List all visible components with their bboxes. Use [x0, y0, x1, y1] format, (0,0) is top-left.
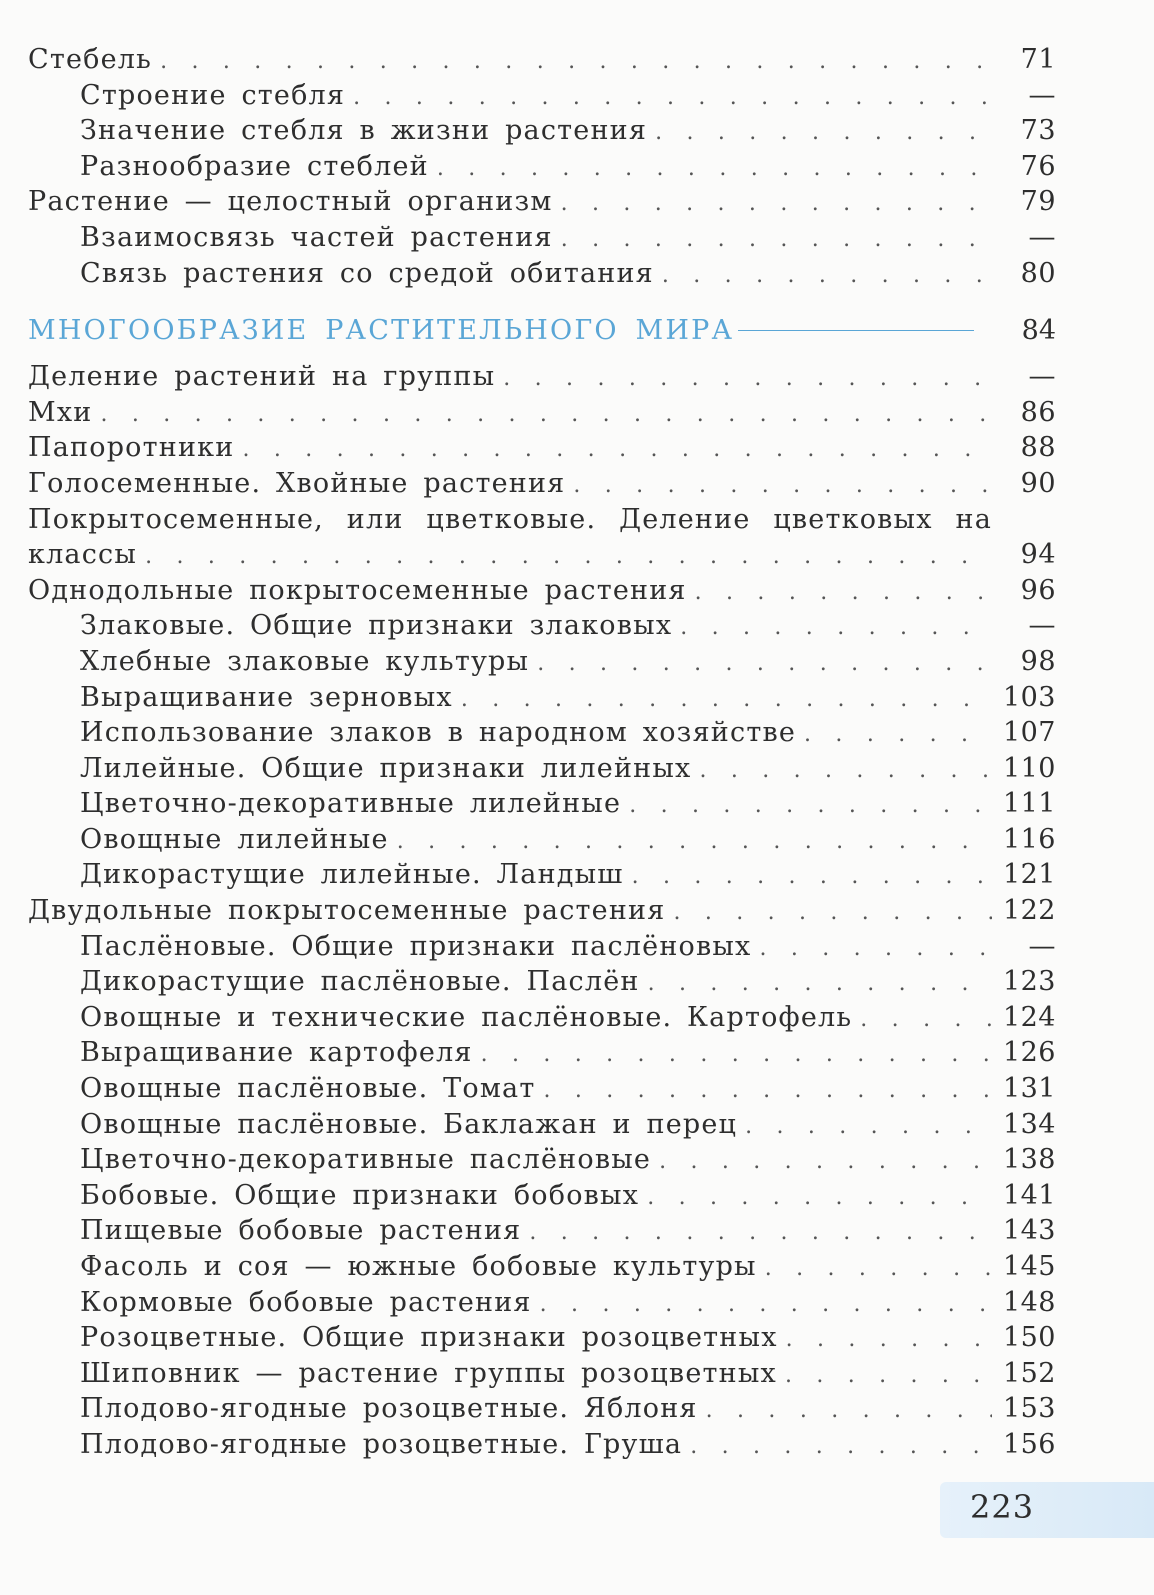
dot-leader	[745, 1109, 992, 1143]
toc-subentry	[28, 1391, 1056, 1427]
toc-subentry	[28, 608, 1056, 644]
toc-subentry	[28, 680, 1056, 716]
toc-entry-page: 96	[1020, 574, 1056, 606]
toc-entry-title: классы	[28, 539, 138, 571]
toc-entry-title: Плодово-ягодные розоцветные. Груша	[80, 1428, 683, 1460]
toc-entry-page: 131	[1002, 1073, 1056, 1105]
toc-subentry	[28, 929, 1056, 965]
dot-leader	[655, 115, 992, 149]
toc-group-stem-and-organism	[28, 42, 1056, 291]
dot-leader	[353, 80, 992, 114]
toc-entry-page: 110	[1002, 752, 1056, 784]
dot-leader	[786, 1322, 992, 1356]
toc-subentry	[28, 1107, 1056, 1143]
dot-leader	[573, 468, 992, 502]
toc-entry-page: 138	[1002, 1144, 1056, 1176]
toc-entry-title: Взаимосвязь частей растения	[80, 221, 553, 253]
toc-entry	[28, 395, 1056, 431]
toc-entry-page: —	[1028, 79, 1056, 111]
dot-leader	[680, 610, 992, 644]
toc-entry-title: Значение стебля в жизни растения	[80, 115, 648, 147]
dot-leader	[529, 1215, 992, 1249]
toc-entry-page: 98	[1020, 645, 1056, 677]
toc-subentry	[28, 1035, 1056, 1071]
toc-entry-title: Плодово-ягодные розоцветные. Яблоня	[80, 1393, 698, 1425]
dot-leader	[503, 361, 992, 395]
toc-entry-title: Покрытосеменные, или цветковые. Деление цветковых на	[28, 503, 992, 535]
dot-leader	[706, 1393, 992, 1427]
toc-entry-page: 145	[1002, 1251, 1056, 1282]
toc-subentry	[28, 1249, 1056, 1285]
toc-entry-title: Овощные и технические паслёновые. Картофель	[80, 1001, 853, 1033]
toc-entry-title: Выращивание картофеля	[80, 1037, 473, 1069]
toc-subentry	[28, 1356, 1056, 1392]
toc-entry-title: Разнообразие стеблей	[80, 150, 429, 182]
toc-entry-title: Связь растения со средой обитания	[80, 257, 654, 289]
toc-subentry	[28, 1213, 1056, 1249]
dot-leader	[561, 186, 992, 220]
toc-subentry	[28, 715, 1056, 751]
toc-entry	[28, 430, 1056, 466]
toc-entry-title: Лилейные. Общие признаки лилейных	[80, 752, 692, 784]
toc-entry	[28, 184, 1056, 220]
toc-entry-page: 111	[1002, 788, 1056, 820]
toc-entry-title: Паслёновые. Общие признаки паслёновых	[80, 930, 752, 962]
dot-leader	[765, 1251, 992, 1285]
toc-entry-page: 121	[1002, 859, 1056, 891]
dot-leader	[145, 539, 992, 573]
toc-entry-title: Шиповник — растение группы розоцветных	[80, 1357, 777, 1389]
toc-entry	[28, 573, 1056, 609]
dot-leader	[632, 859, 992, 893]
toc-entry-title: Строение стебля	[80, 79, 346, 111]
dot-leader	[690, 1429, 992, 1463]
toc-subentry	[28, 822, 1056, 858]
toc-subentry	[28, 256, 1056, 292]
section-title: МНОГООБРАЗИЕ РАСТИТЕЛЬНОГО МИРА	[28, 315, 735, 347]
page-number: 223	[970, 1488, 1035, 1526]
toc-entry-title: Овощные паслёновые. Томат	[80, 1073, 536, 1105]
toc-subentry	[28, 1071, 1056, 1107]
dot-leader	[461, 682, 992, 716]
toc-entry	[28, 502, 1056, 538]
toc-entry-title: Использование злаков в народном хозяйстве	[80, 717, 797, 749]
dot-leader	[561, 222, 992, 256]
toc-entry-title: Деление растений на группы	[28, 361, 496, 393]
toc-subentry	[28, 1285, 1056, 1321]
toc-entry-title: Фасоль и соя — южные бобовые культуры	[80, 1251, 757, 1282]
toc-entry	[28, 359, 1056, 395]
toc-entry-page: —	[1028, 610, 1056, 642]
dot-leader	[100, 397, 992, 431]
toc-subentry	[28, 644, 1056, 680]
toc-entry-title: Дикорастущие лилейные. Ландыш	[80, 859, 624, 891]
page-number-tab	[940, 1482, 1154, 1538]
section-rule	[738, 330, 974, 331]
toc-entry-page: 148	[1002, 1286, 1056, 1318]
toc-entry-title: Розоцветные. Общие признаки розоцветных	[80, 1322, 778, 1354]
table-of-contents	[28, 42, 1056, 1463]
toc-subentry	[28, 78, 1056, 114]
toc-subentry	[28, 149, 1056, 185]
toc-entry-title: Дикорастущие паслёновые. Паслён	[80, 966, 640, 998]
toc-entry-title: Однодольные покрытосеменные растения	[28, 574, 687, 606]
toc-entry-page: 126	[1002, 1037, 1056, 1069]
toc-entry-title: Мхи	[28, 396, 93, 428]
toc-entry-page: —	[1028, 361, 1056, 393]
toc-entry-title: Злаковые. Общие признаки злаковых	[80, 610, 673, 642]
toc-entry-page: 86	[1020, 396, 1056, 428]
dot-leader	[659, 1144, 992, 1178]
dot-leader	[695, 575, 992, 609]
toc-entry-page: 152	[1002, 1357, 1056, 1389]
toc-entry	[28, 893, 1056, 929]
dot-leader	[860, 1002, 992, 1036]
toc-entry-page: 80	[1020, 257, 1056, 289]
toc-entry-title: Двудольные покрытосеменные растения	[28, 895, 666, 927]
dot-leader	[437, 151, 992, 185]
dot-leader	[629, 788, 992, 822]
toc-entry-page: 94	[1020, 539, 1056, 571]
toc-entry-title: Выращивание зерновых	[80, 681, 453, 713]
toc-entry-page: 123	[1002, 966, 1056, 998]
dot-leader	[537, 646, 992, 680]
toc-entry	[28, 42, 1056, 78]
toc-entry-page: 76	[1020, 150, 1056, 182]
toc-entry-title: Бобовые. Общие признаки бобовых	[80, 1179, 640, 1211]
toc-entry-page: 156	[1002, 1428, 1056, 1460]
dot-leader	[673, 895, 992, 929]
toc-entry-page: 107	[1002, 717, 1056, 749]
dot-leader	[242, 432, 992, 466]
toc-entry-title: Цветочно-декоративные паслёновые	[80, 1144, 652, 1176]
toc-entry-page: 124	[1002, 1001, 1056, 1033]
toc-entry-title: Кормовые бобовые растения	[80, 1286, 532, 1318]
toc-entry-page: —	[1028, 221, 1056, 253]
toc-entry-title: Папоротники	[28, 432, 235, 464]
toc-group-plant-diversity	[28, 359, 1056, 1462]
toc-entry-page: 88	[1020, 432, 1056, 464]
toc-subentry	[28, 1142, 1056, 1178]
toc-entry-page: 79	[1020, 186, 1056, 218]
dot-leader	[785, 1358, 992, 1392]
dot-leader	[481, 1037, 992, 1071]
toc-subentry	[28, 1320, 1056, 1356]
dot-leader	[804, 717, 992, 751]
toc-entry-title: Голосеменные. Хвойные растения	[28, 467, 566, 499]
dot-leader	[540, 1287, 992, 1321]
section-page-number: 84	[1021, 315, 1056, 347]
toc-entry-page: 150	[1002, 1322, 1056, 1354]
toc-entry-page: 71	[1020, 44, 1056, 75]
toc-subentry	[28, 786, 1056, 822]
toc-entry-title: Хлебные злаковые культуры	[80, 645, 530, 677]
toc-subentry	[28, 1000, 1056, 1036]
toc-entry-title: Пищевые бобовые растения	[80, 1215, 522, 1247]
toc-subentry	[28, 751, 1056, 787]
dot-leader	[662, 258, 992, 292]
toc-entry-title: Овощные паслёновые. Баклажан и перец	[80, 1108, 738, 1140]
toc-subentry	[28, 1178, 1056, 1214]
toc-subentry	[28, 1427, 1056, 1463]
toc-entry-title: Овощные лилейные	[80, 823, 389, 855]
toc-entry-title: Растение — целостный организм	[28, 186, 553, 218]
dot-leader	[760, 931, 993, 965]
dot-leader	[397, 824, 992, 858]
toc-entry-page: 90	[1020, 467, 1056, 499]
toc-subentry	[28, 964, 1056, 1000]
toc-entry-page: 143	[1002, 1215, 1056, 1247]
toc-entry-page: 153	[1002, 1393, 1056, 1425]
toc-entry-page: 103	[1002, 681, 1056, 713]
toc-entry	[28, 466, 1056, 502]
toc-entry-page: 73	[1020, 115, 1056, 147]
toc-entry-page: 134	[1002, 1108, 1056, 1140]
toc-entry-page: 122	[1002, 895, 1056, 927]
dot-leader	[648, 966, 992, 1000]
dot-leader	[160, 44, 992, 78]
toc-entry-page: 116	[1002, 823, 1056, 855]
section-heading	[28, 305, 1056, 357]
toc-subentry	[28, 857, 1056, 893]
dot-leader	[699, 753, 992, 787]
dot-leader	[647, 1180, 992, 1214]
toc-entry-page: 141	[1002, 1179, 1056, 1211]
dot-leader	[543, 1073, 992, 1107]
toc-entry-title: Стебель	[28, 44, 153, 75]
toc-entry-title: Цветочно-декоративные лилейные	[80, 788, 622, 820]
toc-subentry	[28, 220, 1056, 256]
toc-entry	[28, 537, 1056, 573]
toc-subentry	[28, 113, 1056, 149]
toc-entry-page: —	[1028, 930, 1056, 962]
